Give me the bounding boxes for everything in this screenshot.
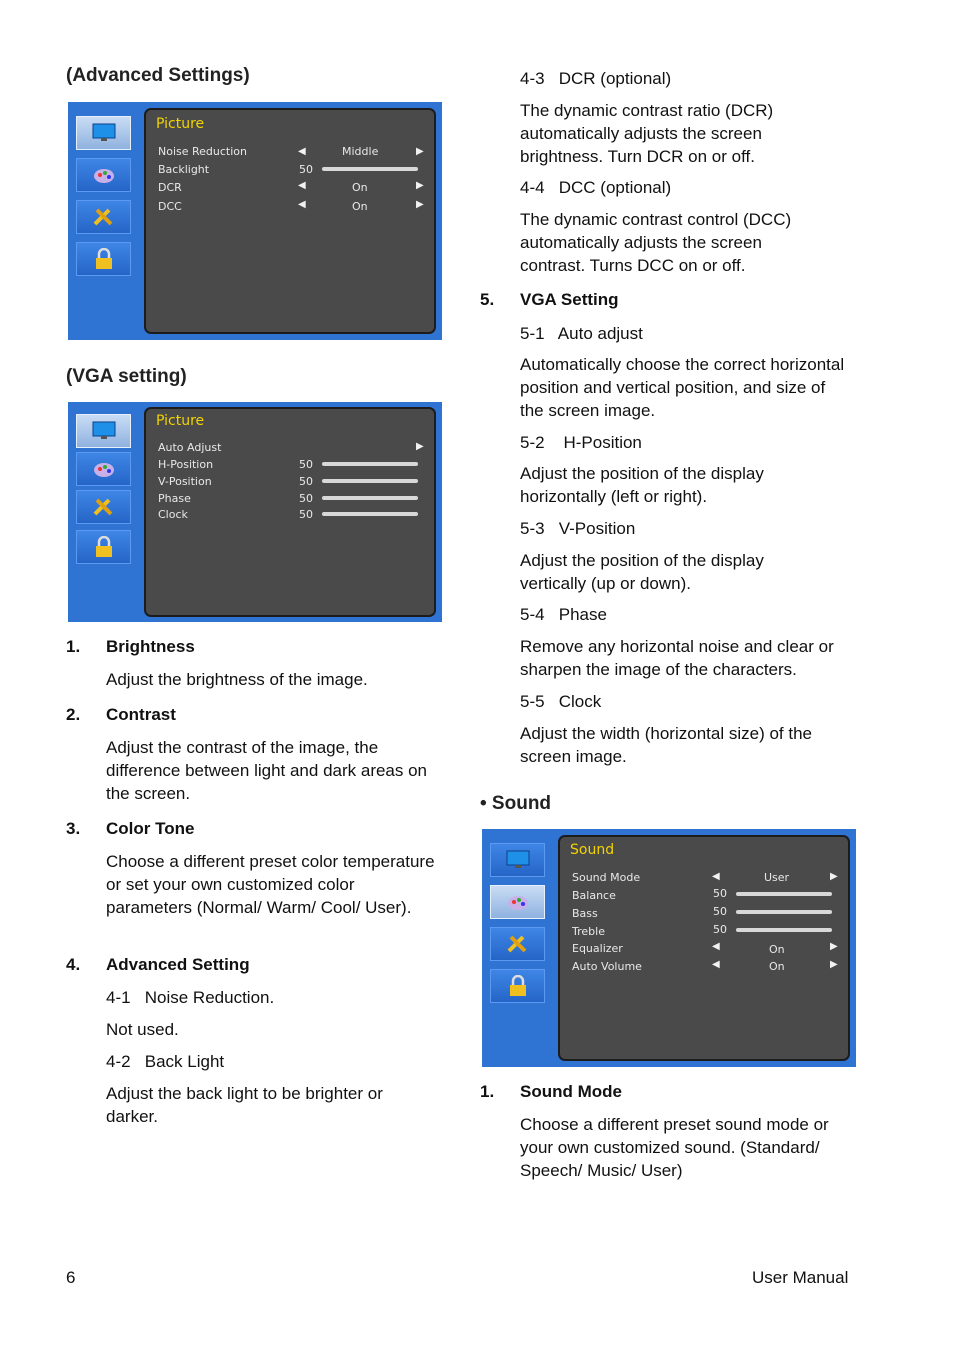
osd-menu-title: Picture: [156, 413, 205, 429]
osd-row-label: Sound Mode: [572, 871, 641, 884]
osd-row-value: 50: [299, 475, 313, 488]
tools-icon: [76, 200, 131, 234]
osd-row-label: DCC: [158, 200, 182, 213]
osd-menu-title: Sound: [570, 842, 615, 858]
subitem-description: Adjust the width (horizontal size) of the screen image.: [520, 724, 812, 766]
osd-row-value: 50: [713, 923, 727, 936]
item-title: Advanced Setting: [106, 955, 250, 974]
osd-sound-screenshot: [482, 829, 856, 1067]
lock-icon: [76, 530, 131, 564]
osd-row-label: V-Position: [158, 475, 212, 488]
osd-row-label: Backlight: [158, 163, 210, 176]
tools-icon: [76, 490, 131, 524]
osd-row-label: Phase: [158, 492, 191, 505]
subitem-heading: 5-1 Auto adjust: [520, 324, 643, 343]
arrow-left-icon: ◀: [298, 146, 306, 157]
osd-vga-screenshot: [68, 402, 442, 622]
monitor-icon: [76, 116, 131, 150]
lock-icon: [490, 969, 545, 1003]
osd-row-label: DCR: [158, 181, 182, 194]
subitem-heading: 4-2 Back Light: [106, 1052, 225, 1071]
item-number: 2.: [66, 705, 81, 724]
osd-row-value: 50: [299, 508, 313, 521]
item-description: Choose a different preset sound mode or your own customized sound. (Standard/ Speech/ Music/ User): [520, 1115, 829, 1180]
osd-row-value: 50: [713, 905, 727, 918]
osd-menu-panel: [144, 108, 436, 334]
monitor-icon: [76, 414, 131, 448]
advanced-settings-heading: (Advanced Settings): [66, 65, 250, 86]
tools-icon: [490, 927, 545, 961]
subitem-description: Not used.: [106, 1020, 179, 1039]
subitem-heading: 5-4 Phase: [520, 605, 607, 624]
item-description: Adjust the contrast of the image, the difference between light and dark areas on the screen.: [106, 738, 428, 803]
osd-row-value: Middle: [342, 145, 379, 158]
subitem-heading: 5-5 Clock: [520, 692, 602, 711]
osd-slider-bar: [736, 892, 832, 896]
osd-row-value: On: [352, 181, 368, 194]
footer-label: User Manual: [752, 1268, 849, 1287]
subitem-description: The dynamic contrast ratio (DCR) automatically adjusts the screen brightness. Turn DCR on or off.: [520, 101, 774, 166]
palette-icon: [76, 452, 131, 486]
osd-row-value: User: [764, 871, 790, 884]
lock-icon: [76, 242, 131, 276]
osd-slider-bar: [736, 928, 832, 932]
osd-row-label: Auto Volume: [572, 960, 642, 973]
osd-slider-bar: [322, 167, 418, 171]
arrow-right-icon: ▶: [416, 199, 424, 210]
osd-slider-bar: [322, 462, 418, 466]
item-number: 1.: [66, 637, 81, 656]
item-description: Choose a different preset color temperature or set your own customized color parameters (Normal/ Warm/ Cool/ User).: [106, 852, 435, 917]
vga-setting-heading: (VGA setting): [66, 366, 187, 387]
subitem-description: Adjust the back light to be brighter or darker.: [106, 1084, 383, 1126]
palette-icon: [76, 158, 131, 192]
item-description: Adjust the brightness of the image.: [106, 670, 368, 689]
arrow-right-icon: ▶: [416, 180, 424, 191]
osd-advanced-screenshot: [68, 102, 442, 340]
monitor-icon: [490, 843, 545, 877]
arrow-right-icon: ▶: [416, 146, 424, 157]
item-number: 3.: [66, 819, 81, 838]
arrow-left-icon: ◀: [298, 199, 306, 210]
osd-row-label: Treble: [572, 925, 605, 938]
osd-menu-title: Picture: [156, 116, 205, 132]
osd-menu-panel: [558, 835, 850, 1061]
osd-row-label: H-Position: [158, 458, 214, 471]
subitem-heading: 4-3 DCR (optional): [520, 69, 672, 88]
osd-row-value: On: [769, 960, 785, 973]
item-number: 1.: [480, 1082, 495, 1101]
item-title: Sound Mode: [520, 1082, 622, 1101]
arrow-right-icon: ▶: [416, 441, 424, 452]
item-number: 5.: [480, 290, 495, 309]
arrow-left-icon: ◀: [712, 959, 720, 970]
subitem-heading: 5-3 V-Position: [520, 519, 636, 538]
item-title: Color Tone: [106, 819, 195, 838]
subitem-description: Automatically choose the correct horizontal position and vertical position, and size of the screen image.: [520, 355, 845, 420]
osd-row-value: 50: [299, 458, 313, 471]
arrow-right-icon: ▶: [830, 959, 838, 970]
item-title: Contrast: [106, 705, 176, 724]
osd-row-label: Noise Reduction: [158, 145, 247, 158]
osd-slider-bar: [322, 512, 418, 516]
arrow-right-icon: ▶: [830, 871, 838, 882]
osd-row-label: Equalizer: [572, 942, 623, 955]
osd-row-label: Bass: [572, 907, 598, 920]
osd-row-value: 50: [299, 492, 313, 505]
subitem-description: Adjust the position of the display horizontally (left or right).: [520, 464, 764, 506]
arrow-left-icon: ◀: [712, 871, 720, 882]
osd-row-label: Auto Adjust: [158, 441, 222, 454]
item-title: VGA Setting: [520, 290, 619, 309]
subitem-description: Adjust the position of the display vertically (up or down).: [520, 551, 764, 593]
osd-menu-panel: [144, 407, 436, 617]
arrow-right-icon: ▶: [830, 941, 838, 952]
osd-slider-bar: [322, 496, 418, 500]
osd-row-value: On: [769, 943, 785, 956]
arrow-left-icon: ◀: [298, 180, 306, 191]
subitem-heading: 5-2 H-Position: [520, 433, 642, 452]
osd-row-label: Balance: [572, 889, 616, 902]
palette-icon: [490, 885, 545, 919]
arrow-left-icon: ◀: [712, 941, 720, 952]
osd-row-value: On: [352, 200, 368, 213]
sound-heading: • Sound: [480, 793, 552, 814]
page-number: 6: [66, 1268, 76, 1287]
osd-slider-bar: [736, 910, 832, 914]
osd-row-value: 50: [299, 163, 313, 176]
subitem-heading: 4-4 DCC (optional): [520, 178, 672, 197]
item-title: Brightness: [106, 637, 195, 656]
osd-row-value: 50: [713, 887, 727, 900]
item-number: 4.: [66, 955, 81, 974]
subitem-description: The dynamic contrast control (DCC) automatically adjusts the screen contrast. Turns DCC on or off.: [520, 210, 792, 275]
osd-slider-bar: [322, 479, 418, 483]
subitem-description: Remove any horizontal noise and clear or sharpen the image of the characters.: [520, 637, 834, 679]
subitem-heading: 4-1 Noise Reduction.: [106, 988, 275, 1007]
osd-row-label: Clock: [158, 508, 188, 521]
